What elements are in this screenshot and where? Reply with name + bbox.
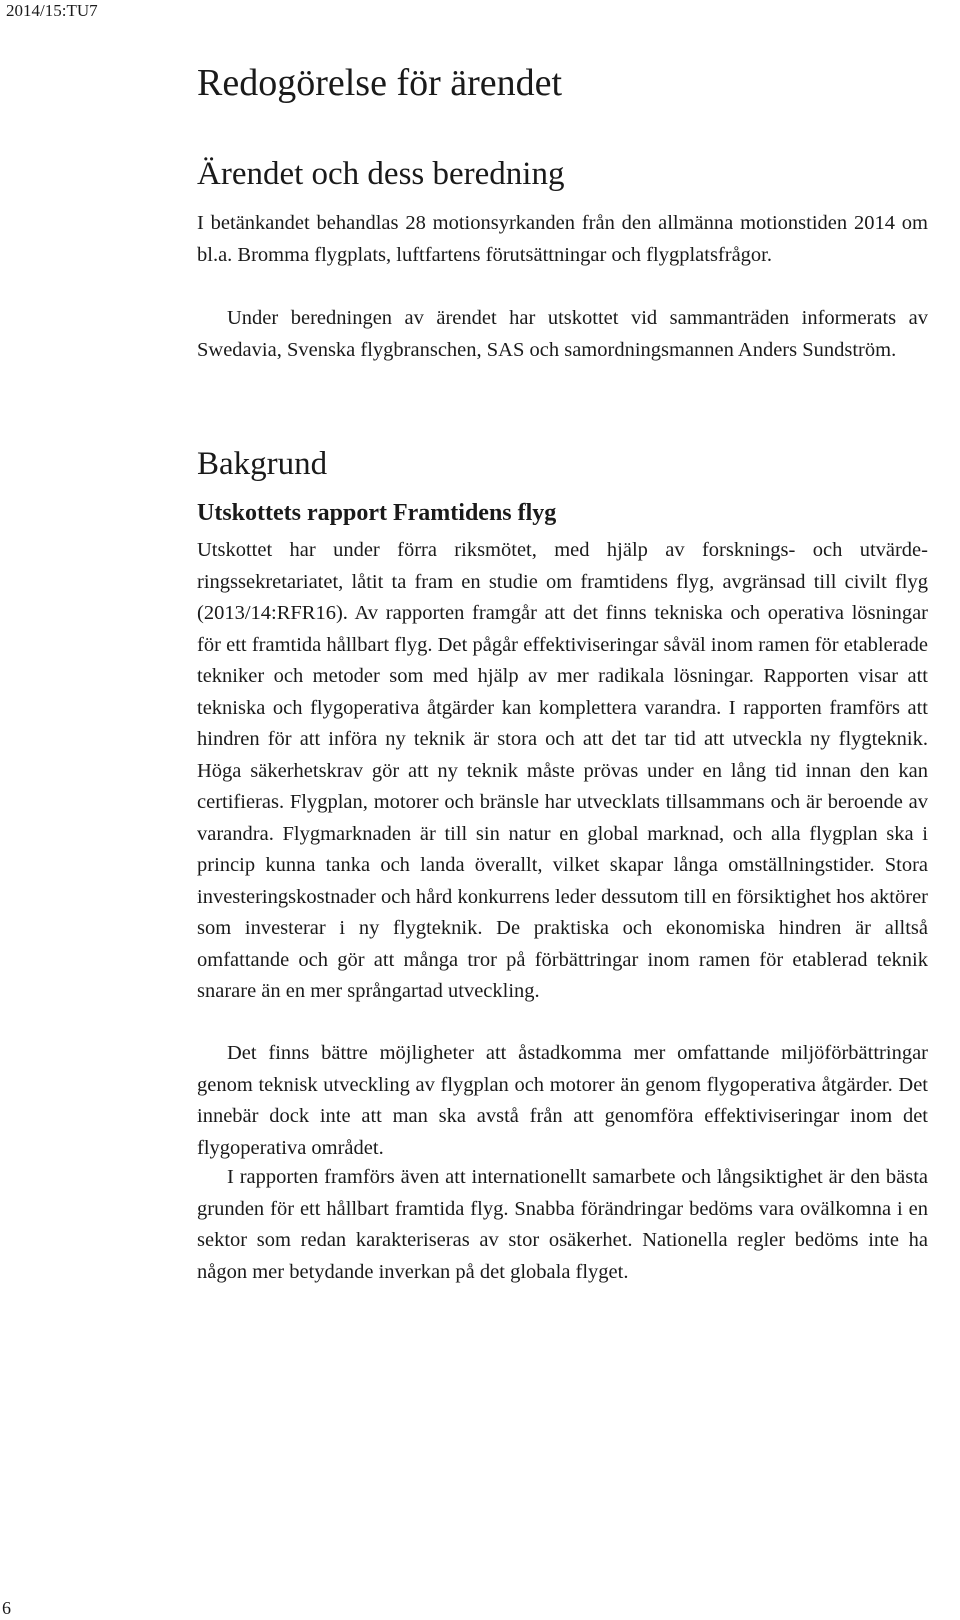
section-heading-arendet: Ärendet och dess beredning xyxy=(197,156,565,192)
paragraph-arendet-2: Under beredningen av ärendet har utskottet vid sammanträden informerats av Swedavia, Svenska flygbranschen, SAS och samordningsmannen Anders Sundström. xyxy=(197,307,928,361)
document-id: 2014/15:TU7 xyxy=(6,1,98,20)
paragraph-arendet-1: I betänkandet behandlas 28 motionsyrkanden från den allmänna motionstiden 2014 om bl.a. Bromma flygplats, luftfartens förutsättningar och flygplatsfrågor. xyxy=(197,212,928,266)
paragraph-bakgrund-2: Det finns bättre möjligheter att åstadkomma mer omfattande miljöförbättringar genom teknisk utveckling av flygplan och motorer än genom flygoperativa åtgärder. Det innebär dock inte att man ska avstå från att genomföra effektiviseringar inom det flygoperativa området. xyxy=(197,1042,928,1159)
paragraph-bakgrund-1: Utskottet har under förra riksmötet, med hjälp av forsknings- och utvärderingssekretariatet, låtit ta fram en studie om framtidens flyg, avgränsad till civilt flyg (2013/14:RFR16). Av rapporten framgår att det finns tekniska och operativa lösningar för ett framtida hållbart flyg. Det pågår effektiviseringar såväl inom ramen för etablerade tekniker och metoder som med hjälp av mer radikala lösningar. Rapporten visar att tekniska och flygoperativa åtgärder kan komplettera varandra. I rapporten framförs att hindren för att införa ny teknik är stora och att det tar tid att utveckla ny flygteknik. Höga säkerhetskrav gör att ny teknik måste prövas under en lång tid innan den kan certifieras. Flygplan, motorer och bränsle har utvecklats tillsammans och är beroende av varandra. Flygmarknaden är till sin natur en global marknad, och alla flygplan ska i princip kunna tanka och landa överallt, vilket skapar långa omställningstider. Stora investeringskostnader och hård konkurrens leder dessutom till en försiktighet hos aktörer som investerar i ny flygteknik. De praktiska och ekonomiska hindren är alltså omfattande och gör att många tror på förbättringar inom ramen för etablerad teknik snarare än en mer språngartad utveckling. xyxy=(197,539,928,1002)
page-title: Redogörelse för ärendet xyxy=(197,62,563,104)
subheading-rapport: Utskottets rapport Framtidens flyg xyxy=(197,500,557,526)
section-heading-bakgrund: Bakgrund xyxy=(197,446,328,482)
page-number: 6 xyxy=(2,1598,11,1618)
paragraph-bakgrund-3: I rapporten framförs även att internationellt samarbete och långsiktighet är den bästa grunden för ett hållbart framtida flyg. Snabba förändringar bedöms vara ovälkomna i en sektor som redan karakteriseras av stor osäkerhet. Nationella regler bedöms inte ha någon mer betydande inverkan på det globala flyget. xyxy=(197,1166,928,1283)
